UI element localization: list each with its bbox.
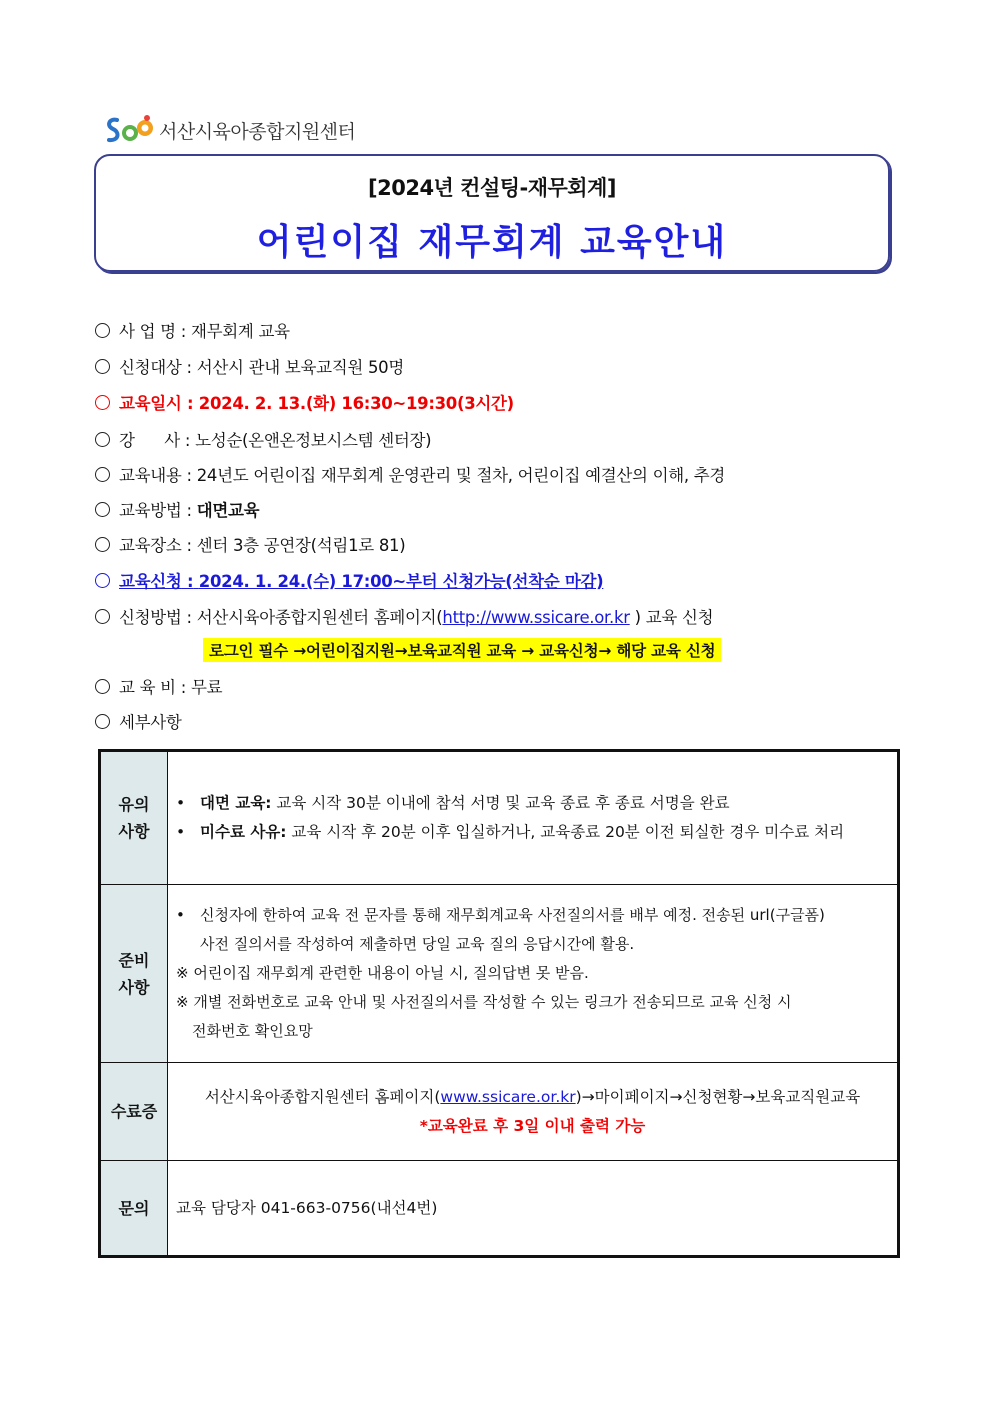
list-item-cont: 사전 질의서를 작성하여 제출하면 당일 교육 질의 응답시간에 활용. xyxy=(200,935,635,953)
circle-bullet-icon xyxy=(95,502,110,517)
circle-bullet-icon xyxy=(95,537,110,552)
table-row-prep xyxy=(100,885,899,1063)
cert-homepage-link[interactable]: www.ssicare.or.kr xyxy=(440,1087,576,1106)
circle-bullet-icon xyxy=(95,467,110,482)
title-box xyxy=(94,154,890,272)
circle-bullet-icon xyxy=(95,432,110,447)
table-row-cert xyxy=(100,1063,899,1161)
title-subtitle: [2024년 컨설팅-재무회계] xyxy=(368,176,616,200)
circle-bullet-icon xyxy=(95,395,110,410)
cert-note: *교육완료 후 3일 이내 출력 가능 xyxy=(419,1116,646,1135)
list-item: • 대면 교육: 교육 시작 30분 이내에 참석 서명 및 교육 종료 후 종료 서명을 완료 xyxy=(176,794,730,812)
cert-body: 서산시육아종합지원센터 홈페이지(www.ssicare.or.kr)→마이페이지→신청현황→보육교직원교육 *교육완료 후 3일 이내 출력 가능 xyxy=(168,1063,899,1161)
page-title: 어린이집 재무회계 교육안내 xyxy=(256,222,728,263)
note-line-cont: 전화번호 확인요망 xyxy=(192,1022,313,1040)
circle-bullet-icon xyxy=(95,714,110,729)
item-schedule: 교육일시 : 2024. 2. 13.(화) 16:30~19:30(3시간) xyxy=(95,390,514,414)
item-details: 세부사항 xyxy=(95,709,182,733)
item-apply-method: 신청방법 : 서산시육아종합지원센터 홈페이지(http://www.ssicare.or.kr ) 교육 신청 xyxy=(95,604,713,628)
note-line: ※ 어린이집 재무회계 관련한 내용이 아닐 시, 질의답변 못 받음. xyxy=(176,964,589,982)
circle-bullet-icon xyxy=(95,679,110,694)
login-steps-highlight: 로그인 필수 →어린이집지원→보육교직원 교육 → 교육신청→ 해당 교육 신청 xyxy=(203,638,721,662)
note-line: ※ 개별 전화번호로 교육 안내 및 사전질의서를 작성할 수 있는 링크가 전송되므로 교육 신청 시 xyxy=(176,993,792,1011)
cert-header: 수료증 xyxy=(100,1063,168,1161)
circle-bullet-icon xyxy=(95,323,110,338)
item-location: 교육장소 : 센터 3층 공연장(석림1로 81) xyxy=(95,532,405,556)
contact-header: 문의 xyxy=(100,1161,168,1257)
circle-bullet-icon xyxy=(95,359,110,374)
org-logo xyxy=(103,113,355,147)
circle-bullet-icon xyxy=(95,609,110,624)
item-fee: 교 육 비 : 무료 xyxy=(95,674,222,698)
list-item: • 미수료 사유: 교육 시작 후 20분 이후 입실하거나, 교육종료 20분 이전 퇴실한 경우 미수료 처리 xyxy=(176,823,845,841)
notes-header: 유의 사항 xyxy=(100,751,168,885)
item-project-name: 사 업 명 : 재무회계 교육 xyxy=(95,318,290,342)
circle-bullet-icon xyxy=(95,573,110,588)
contact-body: 교육 담당자 041-663-0756(내선4번) xyxy=(168,1161,899,1257)
item-instructor: 강 사 : 노성순(온앤온정보시스템 센터장) xyxy=(95,427,431,451)
item-method: 교육방법 : 대면교육 xyxy=(95,497,259,521)
item-registration: 교육신청 : 2024. 1. 24.(수) 17:00~부터 신청가능(선착순 마감) xyxy=(95,568,603,592)
org-name: 서산시육아종합지원센터 xyxy=(159,120,356,143)
list-item: • 신청자에 한하여 교육 전 문자를 통해 재무회계교육 사전질의서를 배부 예정. 전송된 url(구글폼) xyxy=(176,906,825,924)
prep-header: 준비 사항 xyxy=(100,885,168,1063)
notes-body xyxy=(168,751,899,885)
prep-body xyxy=(168,885,899,1063)
item-target: 신청대상 : 서산시 관내 보육교직원 50명 xyxy=(95,354,404,378)
homepage-link[interactable]: http://www.ssicare.or.kr xyxy=(442,608,630,627)
item-content: 교육내용 : 24년도 어린이집 재무회계 운영관리 및 절차, 어린이집 예결산의 이해, 추경 xyxy=(95,462,725,486)
logo-icon xyxy=(103,114,155,146)
table-row-notes xyxy=(100,751,899,885)
details-table xyxy=(98,749,900,1258)
table-row-contact xyxy=(100,1161,899,1257)
